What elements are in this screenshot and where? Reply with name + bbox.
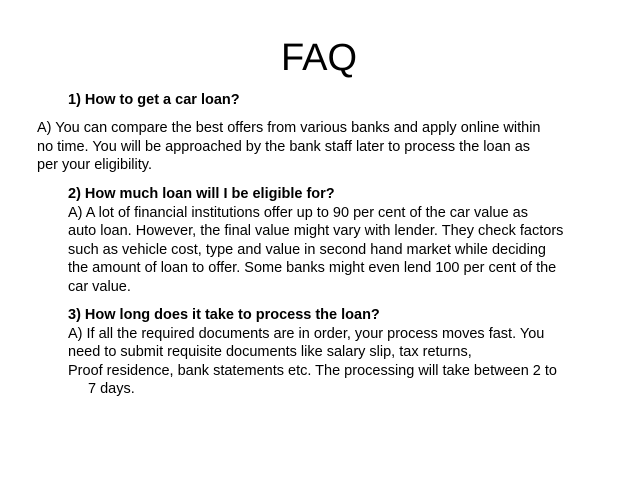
faq-answer-3-line: 7 days. [88,381,135,397]
faq-answer-2-line: auto loan. However, the final value might vary with lender. They check factors [68,223,564,239]
faq-question-1-block [68,91,240,110]
faq-answer-1 [37,119,541,175]
faq-answer-2-line: car value. [68,278,131,295]
faq-question-1: 1) How to get a car loan? [68,92,240,108]
faq-question-3: 3) How long does it take to process the loan? [68,307,380,323]
faq-answer-3-line: A) If all the required documents are in order, your process moves fast. You [68,325,545,342]
faq-answer-2-line: A) A lot of financial institutions offer up to 90 per cent of the car value as [68,204,528,221]
faq-item-3 [68,306,557,399]
faq-answer-1-line: per your eligibility. [37,157,152,173]
faq-answer-1-line: A) You can compare the best offers from various banks and apply online within [37,120,541,136]
faq-answer-3-line: need to submit requisite documents like salary slip, tax returns, [68,344,472,360]
faq-answer-2-line: the amount of loan to offer. Some banks might even lend 100 per cent of the [68,260,557,276]
faq-answer-3-line: Proof residence, bank statements etc. The processing will take between 2 to [68,362,557,379]
faq-answer-1-line: no time. You will be approached by the bank staff later to process the loan as [37,138,531,155]
faq-question-2: 2) How much loan will I be eligible for? [68,186,335,202]
page-title: FAQ [280,37,358,79]
faq-answer-2-line: such as vehicle cost, type and value in second hand market while deciding [68,241,546,258]
faq-item-2 [68,185,563,296]
